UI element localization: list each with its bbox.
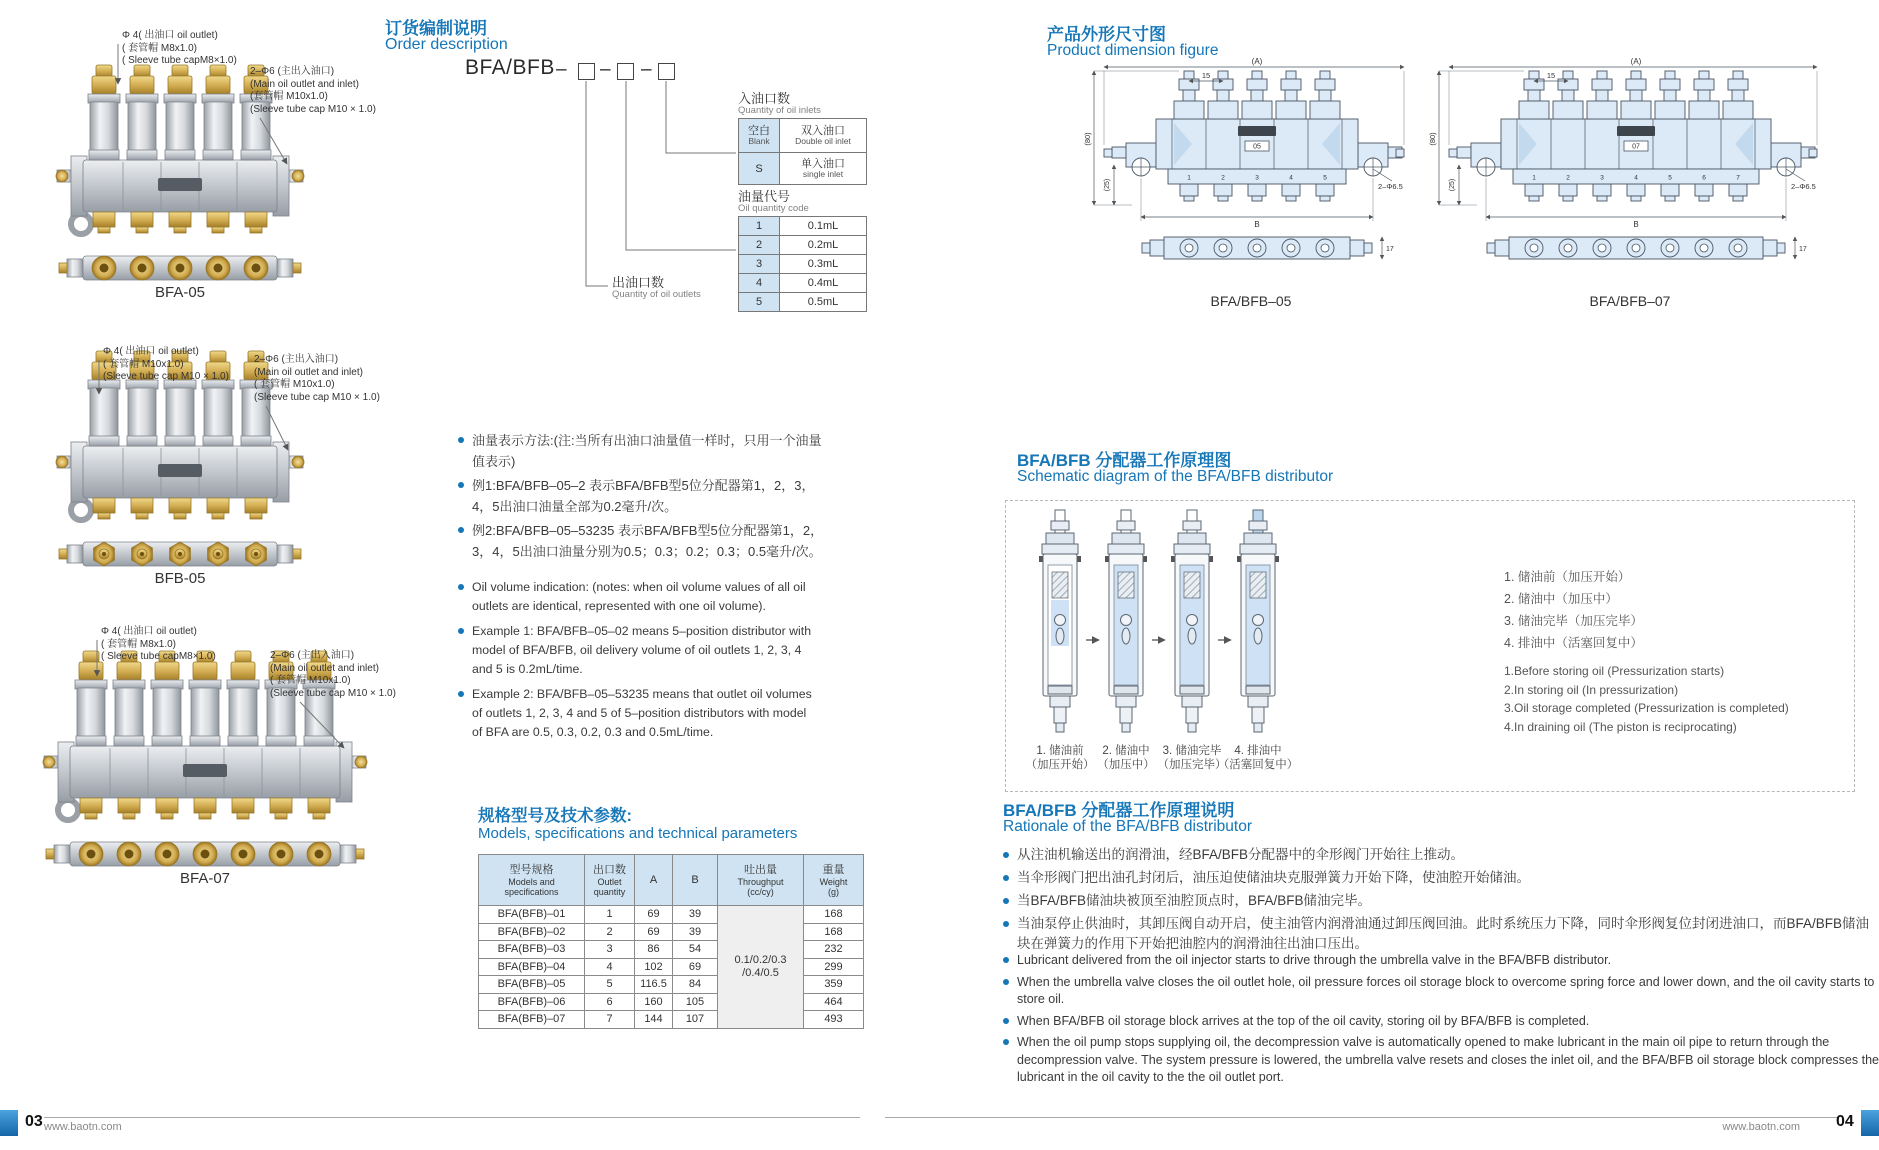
svg-text:(25): (25) [1104,178,1111,192]
list-item: Example 2: BFA/BFB–05–53235 means that outlet oil volumes of outlets 1, 2, 3, 4 and 5 of 5–position distributors with model of BFA are 0.5, 0.3, 0.2, 0.3 and 0.5mL/time. [458,685,816,742]
annotation-line: (Sleeve tube cap M10 × 1.0) [270,687,396,699]
bullet-icon [1003,898,1009,904]
svg-text:(80): (80) [1083,132,1092,146]
legend-line: 1. 储油前（加压开始） [1504,570,1631,584]
bullet-icon [458,527,464,533]
order-title-zh: 订货编制说明 [385,19,487,38]
inlet-code: 空白 [748,124,770,137]
stage-label: 2. 储油中 （加压中） [1097,745,1155,771]
qty-code: 4 [739,274,780,293]
svg-text:3: 3 [1255,174,1259,182]
inlet-desc: 双入油口 [801,124,845,137]
annotation-line: ( Sleeve tube capM8×1.0) [101,651,216,662]
table-row: BFA(BFB)–06 6 160 105 464 [479,993,864,1011]
svg-text:2–Φ6.5: 2–Φ6.5 [1378,182,1403,191]
annotation-line: (套管帽 M10x1.0) [250,91,328,102]
list-item: Lubricant delivered from the oil injector starts to drive through the umbrella valve in the BFA/BFB distributor. [1003,952,1879,970]
list-item: 从注油机输送出的润滑油，经BFA/BFB分配器中的伞形阀门开始往上推动。 [1003,845,1879,865]
bullet-icon [1003,852,1009,858]
valve-stage-2 [1102,508,1150,753]
formula-dash: – [600,59,611,80]
svg-text:15: 15 [1201,71,1211,80]
legend-line: 1.Before storing oil (Pressurization starts) [1504,664,1725,678]
bullet-icon [1003,1039,1009,1045]
formula-box-outlets [578,63,595,80]
qty-code: 5 [739,293,780,312]
outlet-annotation [122,30,237,68]
footer-divider [885,1117,1838,1118]
rationale-title-zh: BFA/BFB 分配器工作原理说明 [1003,801,1235,820]
notes-en [458,578,816,748]
list-item: 例1:BFA/BFB–05–2 表示BFA/BFB型5位分配器第1，2，3，4，5出油口油量全部为0.2毫升/次。 [458,475,830,517]
list-item: Oil volume indication: (notes: when oil volume values of all oil outlets are identical, represented with one oil volume). [458,578,816,616]
bullet-icon [458,482,464,488]
inlet-annotation [270,650,396,700]
inlet-annotation [250,66,376,116]
svg-text:2–Φ6.5: 2–Φ6.5 [1791,182,1816,191]
annotation-line: Φ 4( 出油口 oil outlet) [101,626,197,637]
svg-text:(80): (80) [1428,132,1437,146]
table-row [739,217,867,236]
svg-text:B: B [1633,220,1639,229]
annotation-line: Φ 4( 出油口 oil outlet) [103,346,199,357]
annotation-line: (Sleeve tube cap M10 × 1.0) [103,371,229,382]
footer-website: www.baotn.com [1722,1121,1800,1133]
outlet-annotation [103,346,229,384]
qty-value: 0.3mL [780,255,867,274]
outlet-annotation [101,626,216,664]
annotation-line: (Sleeve tube cap M10 × 1.0) [254,391,380,403]
outlet-qty-label-zh: 出油口数 [612,275,665,290]
svg-text:17: 17 [1386,246,1394,253]
photo-caption: BFA-05 [154,284,206,301]
table-row: BFA(BFB)–07 7 144 107 493 [479,1011,864,1029]
qty-code: 2 [739,236,780,255]
list-item: When BFA/BFB oil storage block arrives at the top of the oil cavity, storing oil by BFA/BFB is completed. [1003,1013,1879,1031]
list-item: 当油泵停止供油时，其卸压阀自动开启，使主油管内润滑油通过卸压阀回油。此时系统压力下降，同时伞形阀复位封闭进油口，而BFA/BFB储油块在弹簧力的作用下开始把油腔内的润滑油往出油口压出。 [1003,914,1879,954]
inlet-code: S [755,162,763,175]
formula-dash: – [641,59,652,80]
figure-caption: BFA/BFB–07 [1589,293,1671,309]
legend-line: 2. 储油中（加压中） [1504,592,1618,606]
svg-text:1: 1 [1187,174,1191,182]
dimension-figure-07 [1425,55,1835,272]
legend-line: 2.In storing oil (In pressurization) [1504,682,1679,697]
footer-accent-block [1861,1110,1879,1136]
svg-text:05: 05 [1253,143,1261,151]
list-item: Example 1: BFA/BFB–05–02 means 5–position distributor with model of BFA/BFB, oil delivery volume of oil outlets 1, 2, 3, 4 and 5 is 0.2mL/time. [458,622,816,679]
inlet-table-label-zh: 入油口数 [738,91,791,106]
qty-table-label-zh: 油量代号 [738,189,791,204]
stage-label: 1. 储油前 （加压开始） [1025,745,1095,771]
legend-line: 4.In draining oil (The piston is reciprocating) [1504,719,1737,734]
formula-box-oil-code [617,63,634,80]
qty-value: 0.5mL [780,293,867,312]
bullet-icon [458,584,464,590]
valve-stage-1 [1036,508,1084,753]
svg-text:1: 1 [1532,174,1536,182]
inlet-quantity-table [738,118,867,185]
qty-code: 1 [739,217,780,236]
svg-text:2: 2 [1566,174,1570,182]
schematic-title-en: Schematic diagram of the BFA/BFB distributor [1017,468,1334,485]
formula-dash: – [556,59,567,80]
inlet-annotation [254,354,380,404]
annotation-line: ( 套管帽 M8x1.0) [101,638,177,650]
footer-website: www.baotn.com [44,1121,122,1133]
qty-value: 0.1mL [780,217,867,236]
photo-caption: BFB-05 [154,570,206,587]
table-row: BFA(BFB)–01 1 69 39 0.1/0.2/0.3 /0.4/0.5 168 [479,906,864,924]
list-item: 例2:BFA/BFB–05–53235 表示BFA/BFB型5位分配器第1，2，3，4，5出油口油量分别为0.5；0.3；0.2；0.3；0.5毫升/次。 [458,520,830,562]
list-item: When the oil pump stops supplying oil, the decompression valve is automatically opened to make lubricant in the main oil pipe to return through the decompression valve. The system pressure is lowered, the umbrella valve resets and closes the inlet oil, and the BFA/BFB oil storage block compresses the lubricant in the oil cavity to the the oil outlet port. [1003,1034,1879,1087]
qty-value: 0.2mL [780,236,867,255]
table-row: S 单入油口 single inlet [739,153,867,185]
figure-caption: BFA/BFB–05 [1210,293,1292,309]
list-item: 当BFA/BFB储油块被顶至油腔顶点时，BFA/BFB储油完毕。 [1003,891,1879,911]
svg-text:2: 2 [1221,174,1225,182]
svg-text:4: 4 [1289,174,1293,182]
svg-text:3: 3 [1600,174,1604,182]
dimension-title-en: Product dimension figure [1047,42,1219,59]
svg-text:7: 7 [1736,174,1740,182]
rationale-points-zh [1003,845,1879,957]
svg-text:5: 5 [1323,174,1327,182]
legend-line: 3. 储油完毕（加压完毕） [1504,614,1643,628]
spec-title-en: Models, specifications and technical parameters [478,825,798,842]
legend-line: 3.Oil storage completed (Pressurization is completed) [1504,701,1789,715]
table-row: BFA(BFB)–02 2 69 39 168 [479,923,864,941]
throughput-cell: 0.1/0.2/0.3 /0.4/0.5 [718,906,804,1029]
dimension-title-zh: 产品外形尺寸图 [1047,25,1166,44]
qty-value: 0.4mL [780,274,867,293]
notes-zh [458,430,830,565]
schematic-legend-en [1504,662,1789,736]
table-row: BFA(BFB)–03 3 86 54 232 [479,941,864,959]
table-header-row: 型号规格 Models and specifications 出口数 Outlet quantity A B 吐出量 Throughput (cc/cy) 重量 Weight (g) [479,855,864,906]
spec-title-zh: 规格型号及技术参数: [478,807,632,825]
stage-label: 3. 储油完毕 （加压完毕） [1157,745,1227,771]
svg-text:07: 07 [1632,143,1640,151]
table-row [739,274,867,293]
annotation-line: Φ 4( 出油口 oil outlet) [122,30,218,41]
inlet-desc: 单入油口 [801,157,845,170]
annotation-line: 2–Φ6 (主出入油口) [254,354,339,365]
list-item: 油量表示方法:(注:当所有出油口油量值一样时，只用一个油量值表示) [458,430,830,472]
table-row [739,255,867,274]
schematic-title-zh: BFA/BFB 分配器工作原理图 [1017,451,1232,470]
bullet-icon [458,691,464,697]
svg-text:15: 15 [1546,71,1556,80]
svg-text:5: 5 [1668,174,1672,182]
bullet-icon [1003,875,1009,881]
list-item: When the umbrella valve closes the oil outlet hole, oil pressure forces oil storage block to overcome spring force and lower down, and the oil cavity starts to store oil. [1003,974,1879,1009]
valve-stage-4 [1234,508,1282,753]
svg-text:(A): (A) [1630,57,1642,66]
table-row: BFA(BFB)–05 5 116.5 84 359 [479,976,864,994]
svg-text:B: B [1254,220,1260,229]
annotation-line: 2–Φ6 (主出入油口) [250,66,335,77]
annotation-line: ( Sleeve tube capM8×1.0) [122,55,237,66]
annotation-line: (Main oil outlet and inlet) [254,366,363,378]
table-row: 空白 Blank 双入油口 Double oil inlet [739,119,867,153]
list-item: 当伞形阀门把出油孔封闭后，油压迫使储油块克服弹簧力开始下降，使油腔开始储油。 [1003,868,1879,888]
bullet-icon [1003,921,1009,927]
photo-caption: BFA-07 [179,870,231,887]
order-formula: BFA/BFB [465,56,555,79]
bullet-icon [458,628,464,634]
svg-text:(25): (25) [1449,178,1456,192]
svg-text:17: 17 [1799,246,1807,253]
qty-code: 3 [739,255,780,274]
valve-stage-3 [1168,508,1216,753]
annotation-line: ( 套管帽 M10x1.0) [103,358,184,370]
footer-divider [44,1117,860,1118]
outlet-qty-label-en: Quantity of oil outlets [612,289,701,300]
schematic-legend-zh [1504,566,1643,654]
annotation-line: ( 套管帽 M8x1.0) [122,42,198,54]
bullet-icon [1003,1018,1009,1024]
legend-line: 4. 排油中（活塞回复中） [1504,636,1643,650]
oil-quantity-code-table [738,216,867,312]
rationale-points-en [1003,952,1879,1091]
annotation-line: (Sleeve tube cap M10 × 1.0) [250,103,376,115]
footer-accent-block [0,1110,18,1136]
inlet-table-label-en: Quantity of oil inlets [738,105,821,116]
annotation-line: ( 套管帽 M10x1.0) [254,379,335,390]
page-number: 03 [25,1113,43,1130]
annotation-line: ( 套管帽 M10x1.0) [270,675,351,686]
rationale-title-en: Rationale of the BFA/BFB distributor [1003,818,1252,835]
page-number: 04 [1836,1113,1854,1130]
table-row [739,236,867,255]
qty-table-label-en: Oil quantity code [738,203,809,214]
annotation-line: (Main oil outlet and inlet) [250,78,359,90]
table-row [739,293,867,312]
formula-box-inlet [658,63,675,80]
spec-table [478,854,864,1029]
bullet-icon [1003,979,1009,985]
table-row: BFA(BFB)–04 4 102 69 299 [479,958,864,976]
annotation-line: (Main oil outlet and inlet) [270,662,379,674]
dimension-figure-05 [1080,55,1422,272]
bullet-icon [1003,957,1009,963]
svg-text:(A): (A) [1251,57,1263,66]
annotation-line: 2–Φ6 (主出入油口) [270,650,355,661]
bullet-icon [458,437,464,443]
svg-text:6: 6 [1702,174,1706,182]
svg-text:4: 4 [1634,174,1638,182]
stage-label: 4. 排油中 （活塞回复中） [1217,745,1299,771]
order-title-en: Order description [385,36,508,53]
